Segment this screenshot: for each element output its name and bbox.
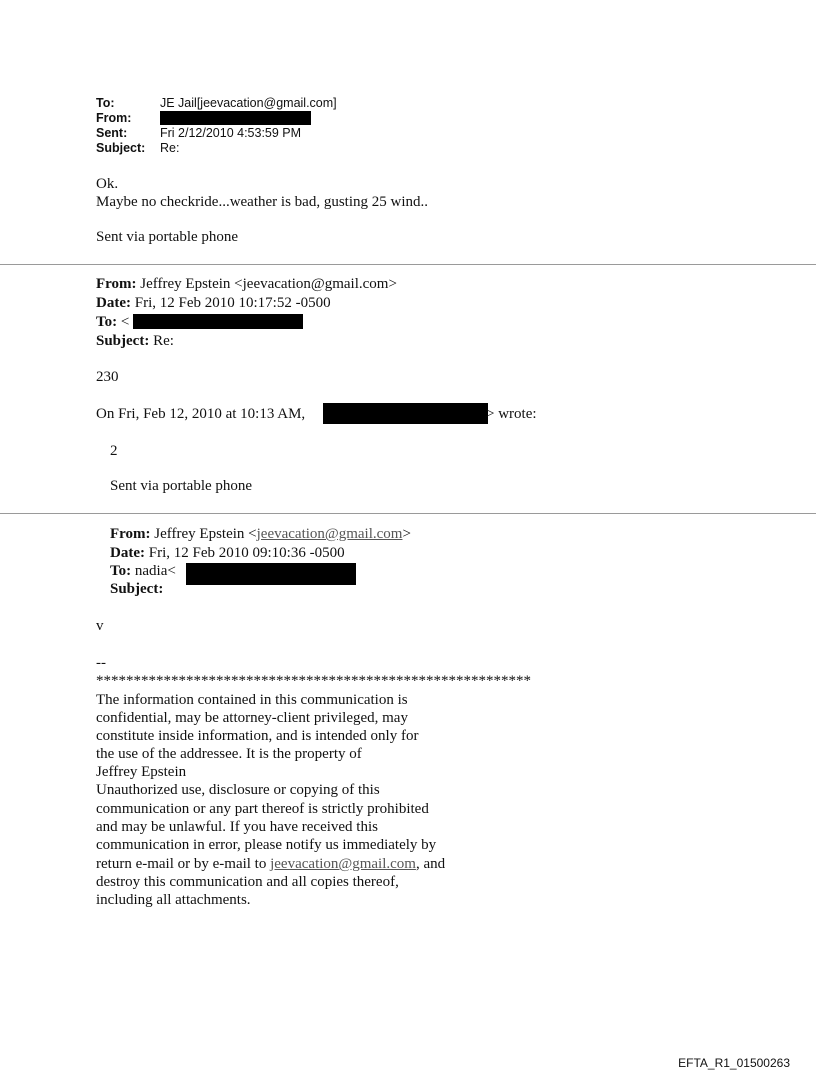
redaction-block bbox=[186, 563, 356, 585]
message2-quoted-signature: Sent via portable phone bbox=[110, 478, 253, 494]
redaction-block bbox=[133, 314, 303, 329]
message2-subject-value: Re: bbox=[153, 333, 174, 349]
disclaimer-return-prefix: return e-mail or by e-mail to bbox=[96, 856, 271, 872]
message1-signature: Sent via portable phone bbox=[96, 229, 239, 245]
memo-sent-label: Sent: bbox=[96, 126, 128, 140]
message3-date-value: Fri, 12 Feb 2010 09:10:36 -0500 bbox=[148, 545, 345, 561]
memo-to-value: JE Jail[jeevacation@gmail.com] bbox=[160, 96, 337, 110]
disclaimer-line: The information contained in this communication is bbox=[96, 692, 408, 708]
message3-date-label: Date: bbox=[110, 545, 145, 561]
disclaimer-dashes: -- bbox=[96, 655, 106, 671]
disclaimer-return-suffix: , and bbox=[415, 856, 446, 872]
message2-date-label: Date: bbox=[96, 295, 131, 311]
message1-line2: Maybe no checkride...weather is bad, gusting 25 wind.. bbox=[96, 194, 428, 210]
message2-quoted-body: 2 bbox=[110, 443, 118, 459]
message3-from-close: > bbox=[402, 526, 411, 542]
memo-sent-value: Fri 2/12/2010 4:53:59 PM bbox=[160, 126, 302, 140]
message2-to-prefix: < bbox=[120, 314, 130, 330]
message2-to-label: To: bbox=[96, 314, 118, 330]
message2-from-label: From: bbox=[96, 276, 137, 292]
message2-date-line bbox=[96, 294, 331, 313]
message3-to-label: To: bbox=[110, 563, 132, 579]
message2-quote-intro: On Fri, Feb 12, 2010 at 10:13 AM, bbox=[96, 406, 306, 422]
message3-to-value: nadia< bbox=[134, 563, 176, 579]
disclaimer-line: Unauthorized use, disclosure or copying of this bbox=[96, 782, 380, 798]
disclaimer-line: the use of the addressee. It is the property of bbox=[96, 746, 362, 762]
disclaimer-stars: ********************************************************** bbox=[96, 673, 531, 689]
memo-from-label: From: bbox=[96, 111, 132, 125]
disclaimer-line: Jeffrey Epstein bbox=[96, 764, 187, 780]
message3-from-label: From: bbox=[110, 526, 151, 542]
disclaimer-line: confidential, may be attorney-client privileged, may bbox=[96, 710, 408, 726]
message3-to-line bbox=[110, 562, 176, 581]
memo-subject-label: Subject: bbox=[96, 141, 146, 155]
message2-body: 230 bbox=[96, 369, 119, 385]
disclaimer-return-line bbox=[96, 855, 445, 873]
separator-line bbox=[0, 264, 816, 265]
disclaimer-line: communication or any part thereof is strictly prohibited bbox=[96, 801, 429, 817]
message2-subject-line bbox=[96, 332, 174, 351]
message3-from-line bbox=[110, 525, 411, 544]
message2-to-line bbox=[96, 313, 129, 332]
redaction-block bbox=[160, 111, 311, 125]
disclaimer-line: destroy this communication and all copies thereof, bbox=[96, 874, 399, 890]
memo-from-row bbox=[96, 111, 337, 126]
memo-sent-row bbox=[96, 126, 337, 141]
message2-from-line bbox=[96, 275, 397, 294]
message2-date-value: Fri, 12 Feb 2010 10:17:52 -0500 bbox=[134, 295, 331, 311]
disclaimer-line: constitute inside information, and is intended only for bbox=[96, 728, 419, 744]
separator-line bbox=[0, 513, 816, 514]
memo-header bbox=[96, 96, 337, 156]
memo-to-label: To: bbox=[96, 96, 115, 110]
disclaimer-line: communication in error, please notify us immediately by bbox=[96, 837, 437, 853]
disclaimer-email-link[interactable]: jeevacation@gmail.com bbox=[270, 856, 416, 872]
disclaimer-line: and may be unlawful. If you have received this bbox=[96, 819, 378, 835]
message3-body: v bbox=[96, 618, 104, 634]
message1-line1: Ok. bbox=[96, 176, 119, 192]
message2-from-value: Jeffrey Epstein <jeevacation@gmail.com> bbox=[140, 276, 397, 292]
message3-subject-label: Subject: bbox=[110, 581, 164, 597]
message3-subject-line bbox=[110, 580, 163, 599]
redaction-block bbox=[323, 403, 488, 424]
memo-subject-value: Re: bbox=[160, 141, 180, 155]
document-id: EFTA_R1_01500263 bbox=[678, 1056, 790, 1070]
disclaimer-line: including all attachments. bbox=[96, 892, 251, 908]
message3-date-line bbox=[110, 544, 345, 563]
message3-from-email-link[interactable]: jeevacation@gmail.com bbox=[256, 526, 403, 542]
message2-quote-suffix: > wrote: bbox=[486, 406, 537, 422]
memo-subject-row bbox=[96, 141, 337, 156]
memo-to-row bbox=[96, 96, 337, 111]
message3-from-name: Jeffrey Epstein < bbox=[154, 526, 257, 542]
message2-subject-label: Subject: bbox=[96, 333, 150, 349]
